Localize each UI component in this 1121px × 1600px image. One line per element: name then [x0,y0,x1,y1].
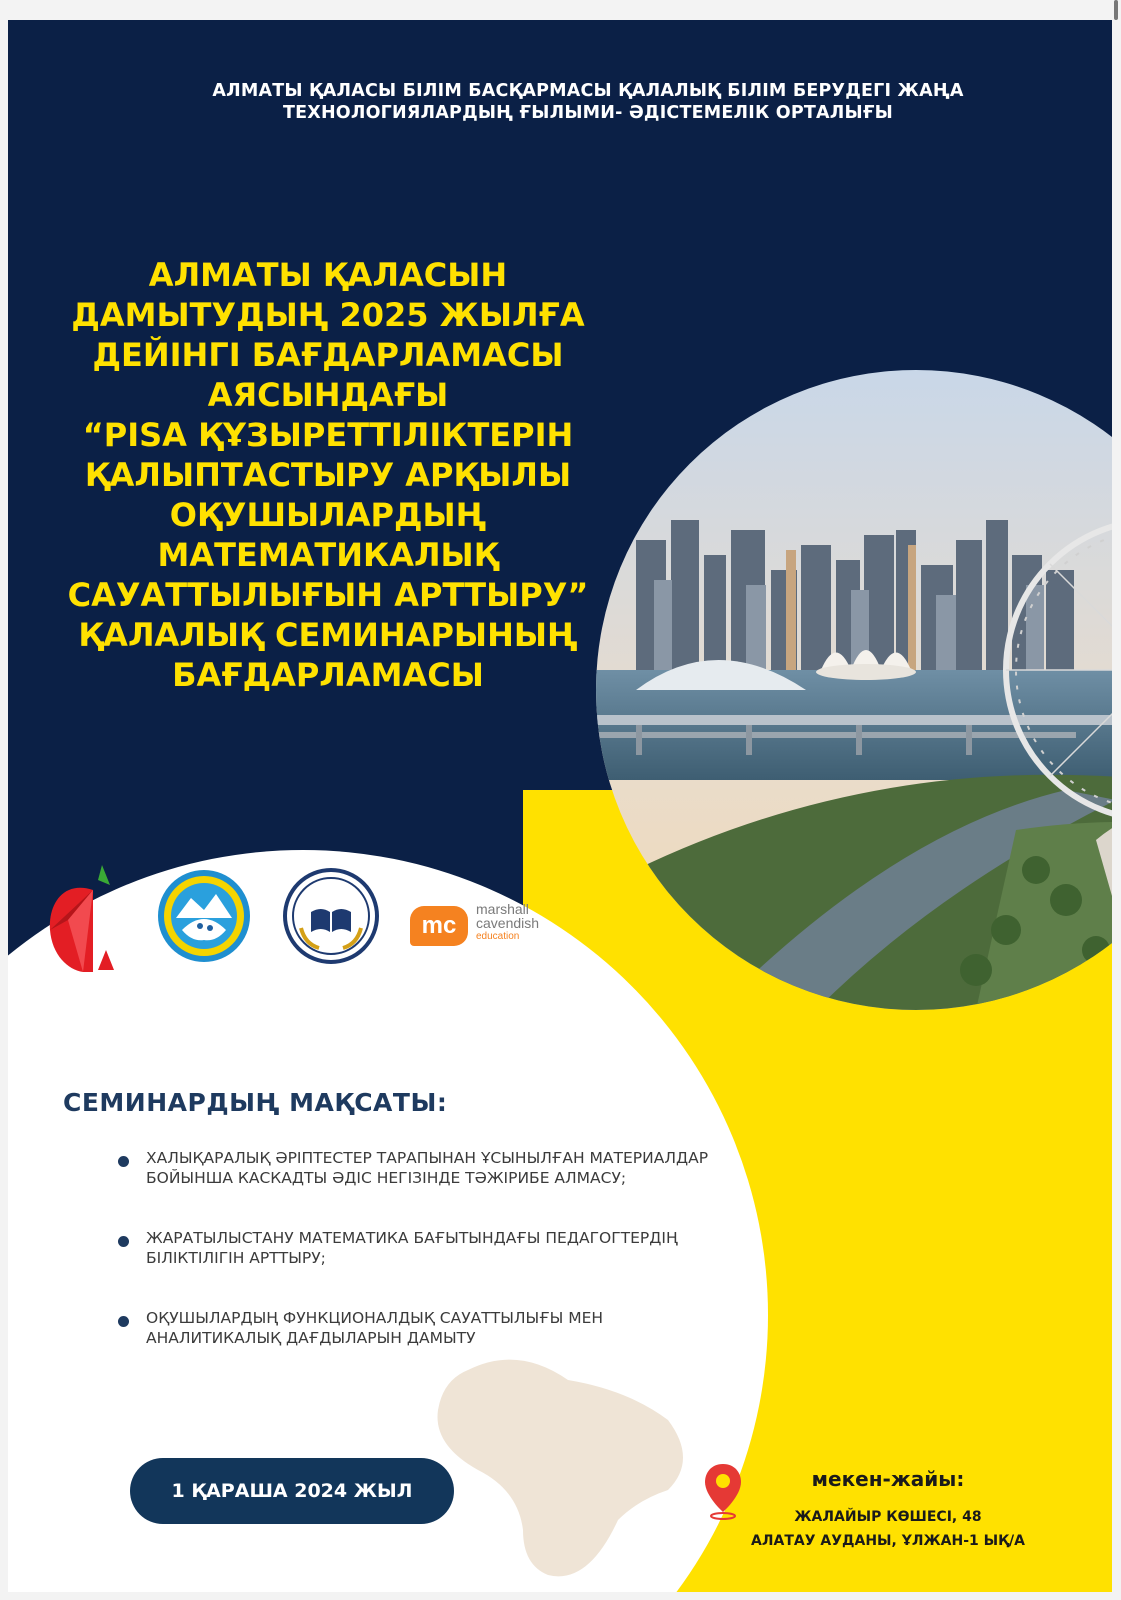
title-line: БАҒДАРЛАМАСЫ [172,656,484,694]
address-line-1: ЖАЛАЙЫР КӨШЕСІ, 48 [794,1509,982,1525]
partner-logos [48,860,568,990]
title-line: АЛМАТЫ ҚАЛАСЫН [148,256,508,294]
address-line-2: АЛАТАУ АУДАНЫ, ҰЛЖАН-1 ЫҚ/А [751,1533,1025,1549]
apple-logo-icon [48,860,138,975]
title-line: ДАМЫТУДЫҢ 2025 ЖЫЛҒА [71,296,585,334]
school-emblem-icon [283,868,379,964]
goal-text: АНАЛИТИКАЛЫҚ ДАҒДЫЛАРЫН ДАМЫТУ [146,1329,476,1347]
goal-item [116,1308,796,1348]
goal-text: БІЛІКТІЛІГІН АРТТЫРУ; [146,1249,326,1267]
title-line: ОҚУШЫЛАРДЫҢ [169,496,487,534]
title-line: АЯСЫНДАҒЫ [207,376,449,414]
bullet-icon [118,1156,129,1167]
marshall-text-line3: education [476,931,520,942]
goal-item [116,1228,796,1268]
goals-list [116,1148,796,1348]
title-line: ДЕЙІНГІ БАҒДАРЛАМАСЫ [92,336,564,374]
marshall-cavendish-logo [410,902,570,952]
beige-blob-shape [428,1350,688,1580]
marshall-text-line1: marshall [476,901,529,917]
title-line: ҚАЛАЛЫҚ СЕМИНАРЫНЫҢ [78,616,578,654]
address-block [728,1467,1048,1553]
seminar-title [48,255,608,695]
title-line: МАТЕМАТИКАЛЫҚ [157,536,499,574]
poster [8,20,1112,1592]
bullet-icon [118,1316,129,1327]
goal-item [116,1148,796,1188]
marshall-mark: mc [410,906,468,946]
title-line: ҚАЛЫПТАСТЫРУ АРҚЫЛЫ [84,456,572,494]
header-line-2: ТЕХНОЛОГИЯЛАРДЫҢ ҒЫЛЫМИ- ӘДІСТЕМЕЛІК ОРТАЛЫҒЫ [282,103,894,123]
bullet-icon [118,1236,129,1247]
goal-text: ХАЛЫҚАРАЛЫҚ ӘРІПТЕСТЕР ТАРАПЫНАН ҰСЫНЫЛҒАН МАТЕРИАЛДАР [146,1149,709,1167]
header-line-1: АЛМАТЫ ҚАЛАСЫ БІЛІМ БАСҚАРМАСЫ ҚАЛАЛЫҚ БІЛІМ БЕРУДЕГІ ЖАҢА [212,81,964,101]
date-badge [130,1458,454,1524]
title-line: САУАТТЫЛЫҒЫН АРТТЫРУ” [67,576,589,614]
goal-text: БОЙЫНША КАСКАДТЫ ӘДІС НЕГІЗІНДЕ ТӘЖІРИБЕ АЛМАСУ; [146,1169,627,1187]
marshall-text-line2: cavendish [476,915,540,931]
goal-text: ОҚУШЫЛАРДЫҢ ФУНКЦИОНАЛДЫҚ САУАТТЫЛЫҒЫ МЕН [146,1309,604,1327]
date-text: 1 ҚАРАША 2024 ЖЫЛ [171,1480,413,1502]
scrollbar[interactable] [1114,0,1118,20]
goal-text: ЖАРАТЫЛЫСТАНУ МАТЕМАТИКА БАҒЫТЫНДАҒЫ ПЕДАГОГТЕРДІҢ [146,1229,678,1247]
address-title: мекен-жайы: [811,1467,965,1491]
title-line: “PISA ҚҰЗЫРЕТТІЛІКТЕРІН [82,416,574,454]
goals-title: СЕМИНАРДЫҢ МАҚСАТЫ: [63,1088,448,1117]
almaty-emblem-icon [156,868,252,964]
organization-header [138,80,1038,124]
